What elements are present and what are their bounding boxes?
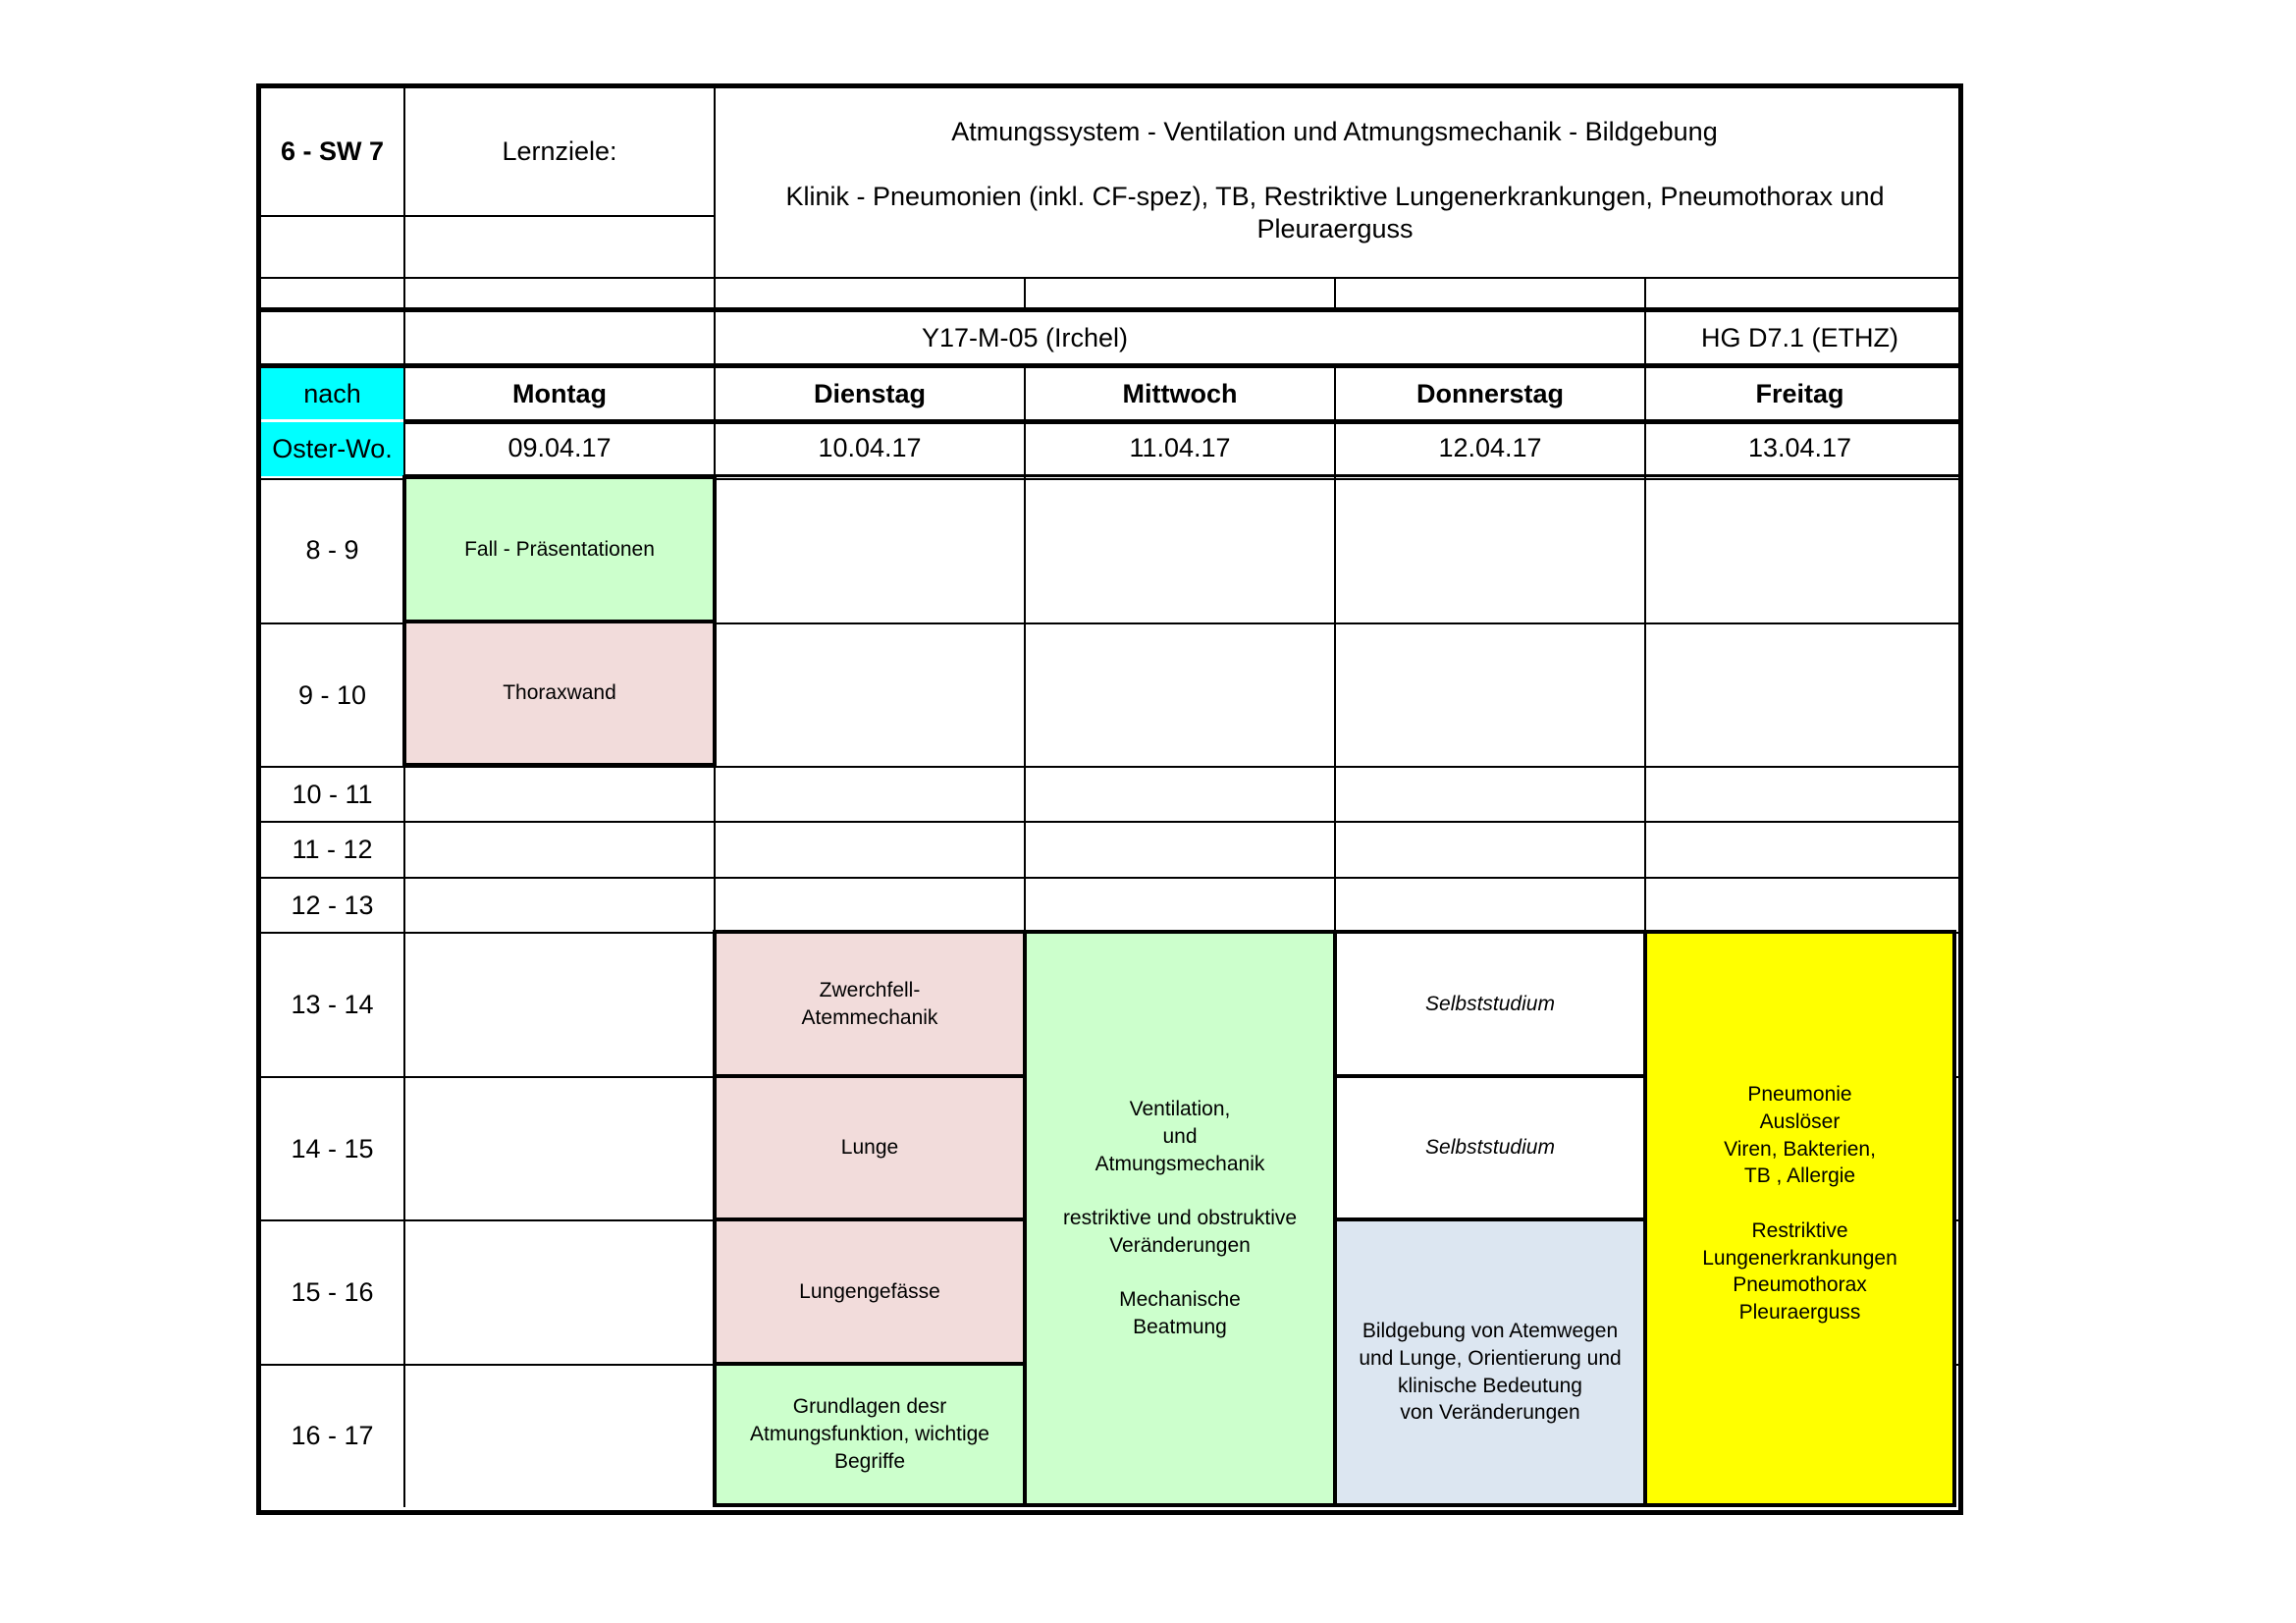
day-date-dienstag: 10.04.17 [818,433,922,463]
lernziele-label: Lernziele: [502,135,617,166]
event-zwerchfell-atemmechanik[interactable]: Zwerchfell- Atemmechanik [713,930,1027,1078]
day-date-freitag: 13.04.17 [1747,433,1852,463]
topic-line-2: Klinik - Pneumonien (inkl. CF-spez), TB, Restriktive Lungenerkrankungen, Pneumothorax und Pleuraerguss [785,182,1885,243]
event-lungengefaesse[interactable]: Lungengefässe [713,1217,1027,1366]
event-selbststudium-2[interactable]: Selbststudium [1333,1074,1647,1221]
event-grundlagen-atmungsfunktion[interactable]: Grundlagen desr Atmungsfunktion, wichtige Begriffe [713,1362,1027,1507]
time-slot: 11 - 12 [292,835,373,865]
week-label: 6 - SW 7 [280,135,385,166]
time-slot: 10 - 11 [292,779,373,809]
location-main: Y17-M-05 (Irchel) [921,322,1129,352]
day-date-donnerstag: 12.04.17 [1438,433,1542,463]
day-header-montag: Montag [512,378,607,408]
time-slot: 16 - 17 [291,1420,374,1450]
day-header-dienstag: Dienstag [813,378,927,408]
event-pneumonie[interactable]: Pneumonie Auslöser Viren, Bakterien, TB , Allergie Restriktive Lungenerkrankungen Pneumothorax Pleuraerguss [1643,930,1956,1507]
day-header-mittwoch: Mittwoch [1122,378,1238,408]
time-slot: 13 - 14 [291,990,374,1020]
event-bildgebung[interactable]: Bildgebung von Atemwegen und Lunge, Orientierung und klinische Bedeutung von Veränderungen [1333,1217,1647,1507]
day-date-montag: 09.04.17 [507,433,612,463]
event-fall-praesentationen[interactable]: Fall - Präsentationen [402,475,717,623]
event-selbststudium-1[interactable]: Selbststudium [1333,930,1647,1078]
corner-oster-wo: Oster-Wo. [261,422,403,476]
time-slot: 14 - 15 [291,1133,374,1163]
day-date-mittwoch: 11.04.17 [1129,433,1231,463]
event-ventilation-atmungsmechanik[interactable]: Ventilation, und Atmungsmechanik restriktive und obstruktive Veränderungen Mechanische Beatmung [1023,930,1337,1507]
location-friday: HG D7.1 (ETHZ) [1700,322,1898,352]
day-header-freitag: Freitag [1755,378,1844,408]
day-header-donnerstag: Donnerstag [1415,378,1565,408]
event-thoraxwand[interactable]: Thoraxwand [402,620,717,767]
event-lunge[interactable]: Lunge [713,1074,1027,1221]
time-slot: 8 - 9 [305,534,359,565]
corner-nach: nach [261,368,403,419]
time-slot: 15 - 16 [291,1277,374,1308]
topic-line-1: Atmungssystem - Ventilation und Atmungsmechanik - Bildgebung [951,116,1718,146]
time-slot: 9 - 10 [297,679,367,710]
time-slot: 12 - 13 [291,890,374,920]
